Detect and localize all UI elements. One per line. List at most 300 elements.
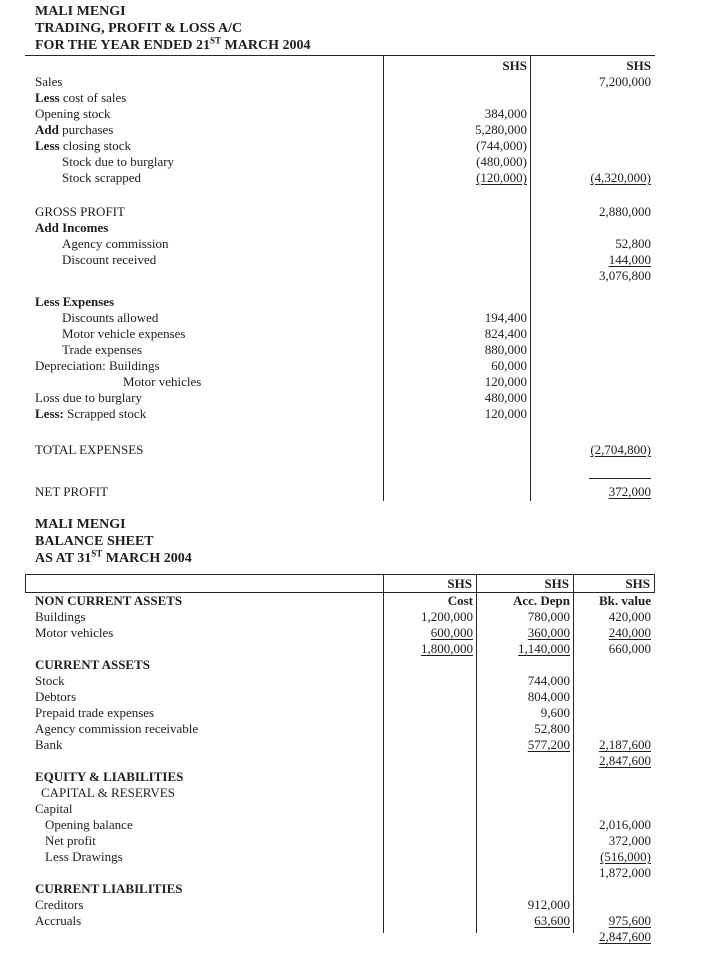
row-label: [25, 769, 384, 785]
amount-value: 780,000: [527, 609, 570, 624]
table-row: [25, 374, 655, 390]
row-label: [25, 609, 384, 625]
table-row: [25, 268, 655, 284]
amount-value: 880,000: [484, 342, 527, 357]
amount-value: (480,000): [476, 154, 527, 169]
amount-value: 577,200: [527, 737, 570, 752]
table-row: [25, 484, 655, 500]
amount-cell: [574, 785, 655, 801]
row-label: [25, 74, 384, 90]
statement-name: TRADING, PROFIT & LOSS A/C: [35, 21, 243, 36]
row-label: [25, 294, 384, 310]
amount-cell: [384, 625, 477, 641]
table-row: [25, 236, 655, 252]
amount-cell: [531, 106, 655, 122]
amount-value: (4,320,000): [590, 170, 651, 185]
row-label: [25, 785, 384, 801]
row-label: [25, 406, 384, 422]
amount-cell: [384, 753, 477, 769]
table-row: [25, 689, 655, 705]
amount-value: SHS: [502, 58, 527, 73]
amount-value: 384,000: [484, 106, 527, 121]
table-row: [25, 294, 655, 310]
table-row: [25, 342, 655, 358]
amount-cell: [384, 458, 531, 472]
row-label-text: Add Incomes: [35, 220, 109, 235]
table-row: [25, 90, 655, 106]
amount-cell: [477, 769, 574, 785]
row-label-text: Less Expenses: [35, 294, 115, 309]
amount-value: 2,187,600: [599, 737, 651, 752]
table-row: [25, 657, 655, 673]
row-label: [25, 422, 384, 442]
amount-value: 120,000: [484, 406, 527, 421]
bs-table: [25, 593, 655, 945]
row-label-text: Stock due to burglary: [62, 154, 175, 169]
amount-cell: [531, 74, 655, 90]
amount-value: 5,280,000: [475, 122, 527, 137]
row-label: [25, 817, 384, 833]
table-row: [25, 154, 655, 170]
amount-cell: [574, 641, 655, 657]
row-label-text: Stock scrapped: [62, 170, 142, 185]
amount-value: (744,000): [476, 138, 527, 153]
row-label: [25, 484, 384, 500]
amount-value: 600,000: [430, 625, 473, 640]
amount-cell: [384, 204, 531, 220]
amount-cell: [574, 817, 655, 833]
row-label-text: Discounts allowed: [62, 310, 159, 325]
amount-cell: [477, 833, 574, 849]
amount-cell: [477, 593, 574, 609]
row-label: [25, 458, 384, 472]
row-label-text: Motor vehicles: [123, 374, 202, 389]
table-row: [25, 929, 655, 945]
row-label-text: CAPITAL & RESERVES: [41, 785, 175, 800]
row-label-text: Loss due to burglary: [35, 390, 142, 405]
amount-value: 60,000: [491, 358, 527, 373]
amount-cell: [384, 268, 531, 284]
row-label-text: CURRENT ASSETS: [35, 657, 151, 672]
amount-cell: [384, 342, 531, 358]
row-label: [25, 138, 384, 154]
table-row: [25, 721, 655, 737]
table-row: [25, 753, 655, 769]
amount-cell: [531, 268, 655, 284]
amount-cell: [574, 673, 655, 689]
row-label: [25, 689, 384, 705]
company-name: MALI MENGI: [35, 517, 126, 532]
amount-cell: [477, 785, 574, 801]
amount-cell: [531, 484, 655, 500]
amount-cell: [531, 154, 655, 170]
table-row: [25, 74, 655, 90]
amount-cell: [384, 472, 531, 484]
amount-cell: [531, 138, 655, 154]
row-label-text: Scrapped stock: [63, 406, 147, 421]
amount-cell: [477, 897, 574, 913]
table-row: [25, 170, 655, 186]
amount-cell: [477, 625, 574, 641]
row-label: [25, 472, 384, 484]
row-label-text: Stock: [35, 673, 65, 688]
row-label-text: purchases: [58, 122, 114, 137]
amount-value: (120,000): [476, 170, 527, 185]
row-label-text: Less Drawings: [45, 849, 123, 864]
amount-cell: [574, 625, 655, 641]
amount-value: (2,704,800): [590, 442, 651, 457]
amount-cell: [384, 673, 477, 689]
row-label-text: Motor vehicle expenses: [62, 326, 186, 341]
row-label: [25, 881, 384, 897]
row-label: [25, 801, 384, 817]
amount-cell: [384, 122, 531, 138]
amount-cell: [574, 593, 655, 609]
row-label-text: Debtors: [35, 689, 77, 704]
amount-cell: [477, 641, 574, 657]
row-label: [25, 673, 384, 689]
period-line: [35, 37, 310, 54]
amount-value: 660,000: [608, 641, 651, 656]
amount-cell: [384, 374, 531, 390]
amount-cell: [384, 310, 531, 326]
table-row: [25, 58, 655, 74]
amount-cell: [384, 833, 477, 849]
row-label: [25, 753, 384, 769]
amount-cell: [384, 689, 477, 705]
amount-cell: [384, 609, 477, 625]
row-label: [25, 326, 384, 342]
row-label: [25, 913, 384, 929]
row-label: [25, 657, 384, 673]
amount-value: 3,076,800: [599, 268, 651, 283]
row-label-lead: Less: [35, 90, 60, 105]
amount-value: 912,000: [527, 897, 570, 912]
amount-value: Bk. value: [598, 593, 651, 608]
amount-cell: [531, 204, 655, 220]
spacer-row: [25, 186, 655, 204]
amount-cell: [384, 785, 477, 801]
amount-cell: [531, 186, 655, 204]
amount-cell: [384, 252, 531, 268]
amount-cell: [531, 310, 655, 326]
amount-cell: [384, 705, 477, 721]
period-text: MARCH 2004: [221, 38, 311, 53]
amount-cell: [384, 881, 477, 897]
amount-value: 52,800: [534, 721, 570, 736]
ordinal-superscript: ST: [91, 548, 103, 559]
amount-value: 1,200,000: [421, 609, 473, 624]
table-row: [25, 406, 655, 422]
table-row: [25, 865, 655, 881]
amount-cell: [477, 705, 574, 721]
table-row: [25, 442, 655, 458]
amount-cell: [384, 90, 531, 106]
amount-cell: [384, 74, 531, 90]
amount-value: 1,140,000: [518, 641, 570, 656]
row-label: [25, 170, 384, 186]
row-label: [25, 284, 384, 294]
table-row: [25, 897, 655, 913]
period-text: FOR THE YEAR ENDED 21: [35, 38, 211, 53]
table-row: [25, 849, 655, 865]
row-label: [25, 252, 384, 268]
row-label-text: Sales: [35, 74, 63, 89]
amount-cell: [384, 186, 531, 204]
amount-cell: [384, 442, 531, 458]
table-row: [25, 817, 655, 833]
amount-cell: [384, 769, 477, 785]
table-row: [25, 737, 655, 753]
amount-cell: [477, 881, 574, 897]
amount-value: 744,000: [527, 673, 570, 688]
amount-value: 480,000: [484, 390, 527, 405]
amount-cell: [574, 913, 655, 929]
amount-cell: [384, 641, 477, 657]
amount-value: 7,200,000: [599, 74, 651, 89]
row-label: [25, 849, 384, 865]
header-spacer-cell: [26, 575, 383, 592]
row-label: [25, 897, 384, 913]
table-row: [25, 358, 655, 374]
amount-cell: [384, 58, 531, 74]
amount-cell: [574, 849, 655, 865]
row-label: [25, 390, 384, 406]
amount-cell: [477, 753, 574, 769]
row-label-text: Prepaid trade expenses: [35, 705, 155, 720]
amount-cell: [477, 801, 574, 817]
ordinal-superscript: ST: [210, 35, 222, 46]
pl-statement-title: [35, 3, 310, 54]
amount-cell: [574, 657, 655, 673]
amount-value: 2,847,600: [599, 753, 651, 768]
table-row: [25, 881, 655, 897]
row-label: [25, 705, 384, 721]
amount-cell: [531, 122, 655, 138]
row-label-text: Discount received: [62, 252, 157, 267]
row-label-text: Creditors: [35, 897, 84, 912]
bs-statement-title: [35, 516, 192, 567]
company-name: MALI MENGI: [35, 4, 126, 19]
table-row: [25, 705, 655, 721]
row-label-lead: Add: [35, 122, 59, 137]
amount-cell: [574, 753, 655, 769]
amount-cell: [477, 849, 574, 865]
amount-cell: [477, 737, 574, 753]
amount-cell: [384, 657, 477, 673]
row-label: [25, 625, 384, 641]
amount-cell: [574, 929, 655, 945]
row-label: [25, 106, 384, 122]
amount-cell: [531, 236, 655, 252]
table-row: [25, 122, 655, 138]
amount-cell: [477, 721, 574, 737]
table-row: [25, 138, 655, 154]
amount-value: 824,400: [484, 326, 527, 341]
row-label-text: Accruals: [35, 913, 82, 928]
amount-cell: [384, 138, 531, 154]
amount-cell: [384, 236, 531, 252]
row-label-text: Motor vehicles: [35, 625, 114, 640]
amount-cell: [384, 390, 531, 406]
amount-cell: [384, 220, 531, 236]
row-label-text: GROSS PROFIT: [35, 204, 125, 219]
amount-cell: [574, 833, 655, 849]
row-label-text: Trade expenses: [62, 342, 143, 357]
row-label-text: Opening balance: [45, 817, 133, 832]
amount-value: 9,600: [540, 705, 570, 720]
period-text: AS AT 31: [35, 551, 92, 566]
col-header-shs: SHS: [476, 575, 573, 592]
amount-value: 1,872,000: [599, 865, 651, 880]
table-row: [25, 833, 655, 849]
amount-cell: [384, 737, 477, 753]
table-row: [25, 204, 655, 220]
row-label-lead: Less: [35, 138, 60, 153]
amount-cell: [531, 170, 655, 186]
amount-value: Acc. Depn: [512, 593, 570, 608]
amount-value: 372,000: [608, 484, 651, 499]
row-label: [25, 593, 384, 609]
amount-cell: [384, 170, 531, 186]
row-label-text: TOTAL EXPENSES: [35, 442, 144, 457]
amount-cell: [384, 897, 477, 913]
amount-cell: [531, 422, 655, 442]
amount-value: 63,600: [534, 913, 570, 928]
statement-name: BALANCE SHEET: [35, 534, 154, 549]
amount-cell: [477, 609, 574, 625]
amount-value: 372,000: [608, 833, 651, 848]
amount-cell: [477, 865, 574, 881]
row-label: [25, 641, 384, 657]
amount-cell: [384, 913, 477, 929]
row-label: [25, 186, 384, 204]
table-row: [25, 310, 655, 326]
amount-cell: [477, 657, 574, 673]
amount-cell: [574, 689, 655, 705]
amount-cell: [574, 881, 655, 897]
table-row: [25, 673, 655, 689]
amount-cell: [384, 358, 531, 374]
row-label-text: Agency commission receivable: [35, 721, 199, 736]
amount-cell: [531, 342, 655, 358]
row-label-lead: Less:: [35, 406, 64, 421]
amount-cell: [531, 374, 655, 390]
row-label: [25, 220, 384, 236]
amount-value: 144,000: [608, 252, 651, 267]
row-label: [25, 236, 384, 252]
amount-cell: [531, 294, 655, 310]
amount-cell: [574, 897, 655, 913]
table-row: [25, 472, 655, 484]
spacer-row: [25, 284, 655, 294]
row-label: [25, 268, 384, 284]
row-label-text: Buildings: [35, 609, 86, 624]
row-label: [25, 204, 384, 220]
amount-cell: [531, 406, 655, 422]
amount-cell: [531, 442, 655, 458]
row-label: [25, 122, 384, 138]
amount-value: 420,000: [608, 609, 651, 624]
amount-cell: [574, 865, 655, 881]
amount-cell: [531, 358, 655, 374]
row-label-text: Opening stock: [35, 106, 111, 121]
amount-value: Cost: [447, 593, 473, 608]
amount-cell: [384, 326, 531, 342]
amount-cell: [574, 609, 655, 625]
amount-cell: [574, 737, 655, 753]
bs-rows: [25, 593, 655, 945]
amount-cell: [531, 458, 655, 472]
amount-cell: [384, 422, 531, 442]
table-row: [25, 609, 655, 625]
amount-cell: [384, 406, 531, 422]
period-text: MARCH 2004: [102, 551, 192, 566]
amount-cell: [384, 929, 477, 945]
row-label-text: NET PROFIT: [35, 484, 109, 499]
amount-cell: [384, 817, 477, 833]
amount-value: 1,800,000: [421, 641, 473, 656]
pl-rows: [25, 58, 655, 500]
row-label-text: closing stock: [59, 138, 132, 153]
amount-value: 360,000: [527, 625, 570, 640]
row-label: [25, 929, 384, 945]
amount-cell: [531, 472, 655, 484]
amount-value: 2,880,000: [599, 204, 651, 219]
table-row: [25, 593, 655, 609]
amount-cell: [531, 390, 655, 406]
amount-cell: [477, 673, 574, 689]
table-row: [25, 625, 655, 641]
amount-cell: [477, 929, 574, 945]
amount-cell: [384, 484, 531, 500]
pl-table: [25, 55, 655, 500]
amount-value: (516,000): [600, 849, 651, 864]
row-label-text: Agency commission: [62, 236, 169, 251]
subtotal-rule: [589, 478, 651, 479]
row-label: [25, 342, 384, 358]
row-label-text: cost of sales: [59, 90, 127, 105]
table-row: [25, 106, 655, 122]
amount-cell: [384, 154, 531, 170]
row-label-text: Capital: [35, 801, 73, 816]
amount-cell: [384, 593, 477, 609]
row-label-text: Bank: [35, 737, 63, 752]
amount-cell: [477, 913, 574, 929]
row-label: [25, 865, 384, 881]
row-label: [25, 737, 384, 753]
amount-cell: [531, 326, 655, 342]
table-row: [25, 326, 655, 342]
table-row: [25, 641, 655, 657]
row-label: [25, 833, 384, 849]
amount-cell: [477, 689, 574, 705]
amount-cell: [531, 58, 655, 74]
amount-cell: [384, 284, 531, 294]
row-label-text: EQUITY & LIABILITIES: [35, 769, 184, 784]
table-row: [25, 801, 655, 817]
spacer-row: [25, 458, 655, 472]
amount-cell: [384, 721, 477, 737]
row-label: [25, 154, 384, 170]
amount-cell: [574, 801, 655, 817]
amount-value: SHS: [626, 58, 651, 73]
amount-cell: [531, 220, 655, 236]
table-row: [25, 220, 655, 236]
row-label: [25, 310, 384, 326]
amount-value: 240,000: [608, 625, 651, 640]
amount-cell: [477, 817, 574, 833]
